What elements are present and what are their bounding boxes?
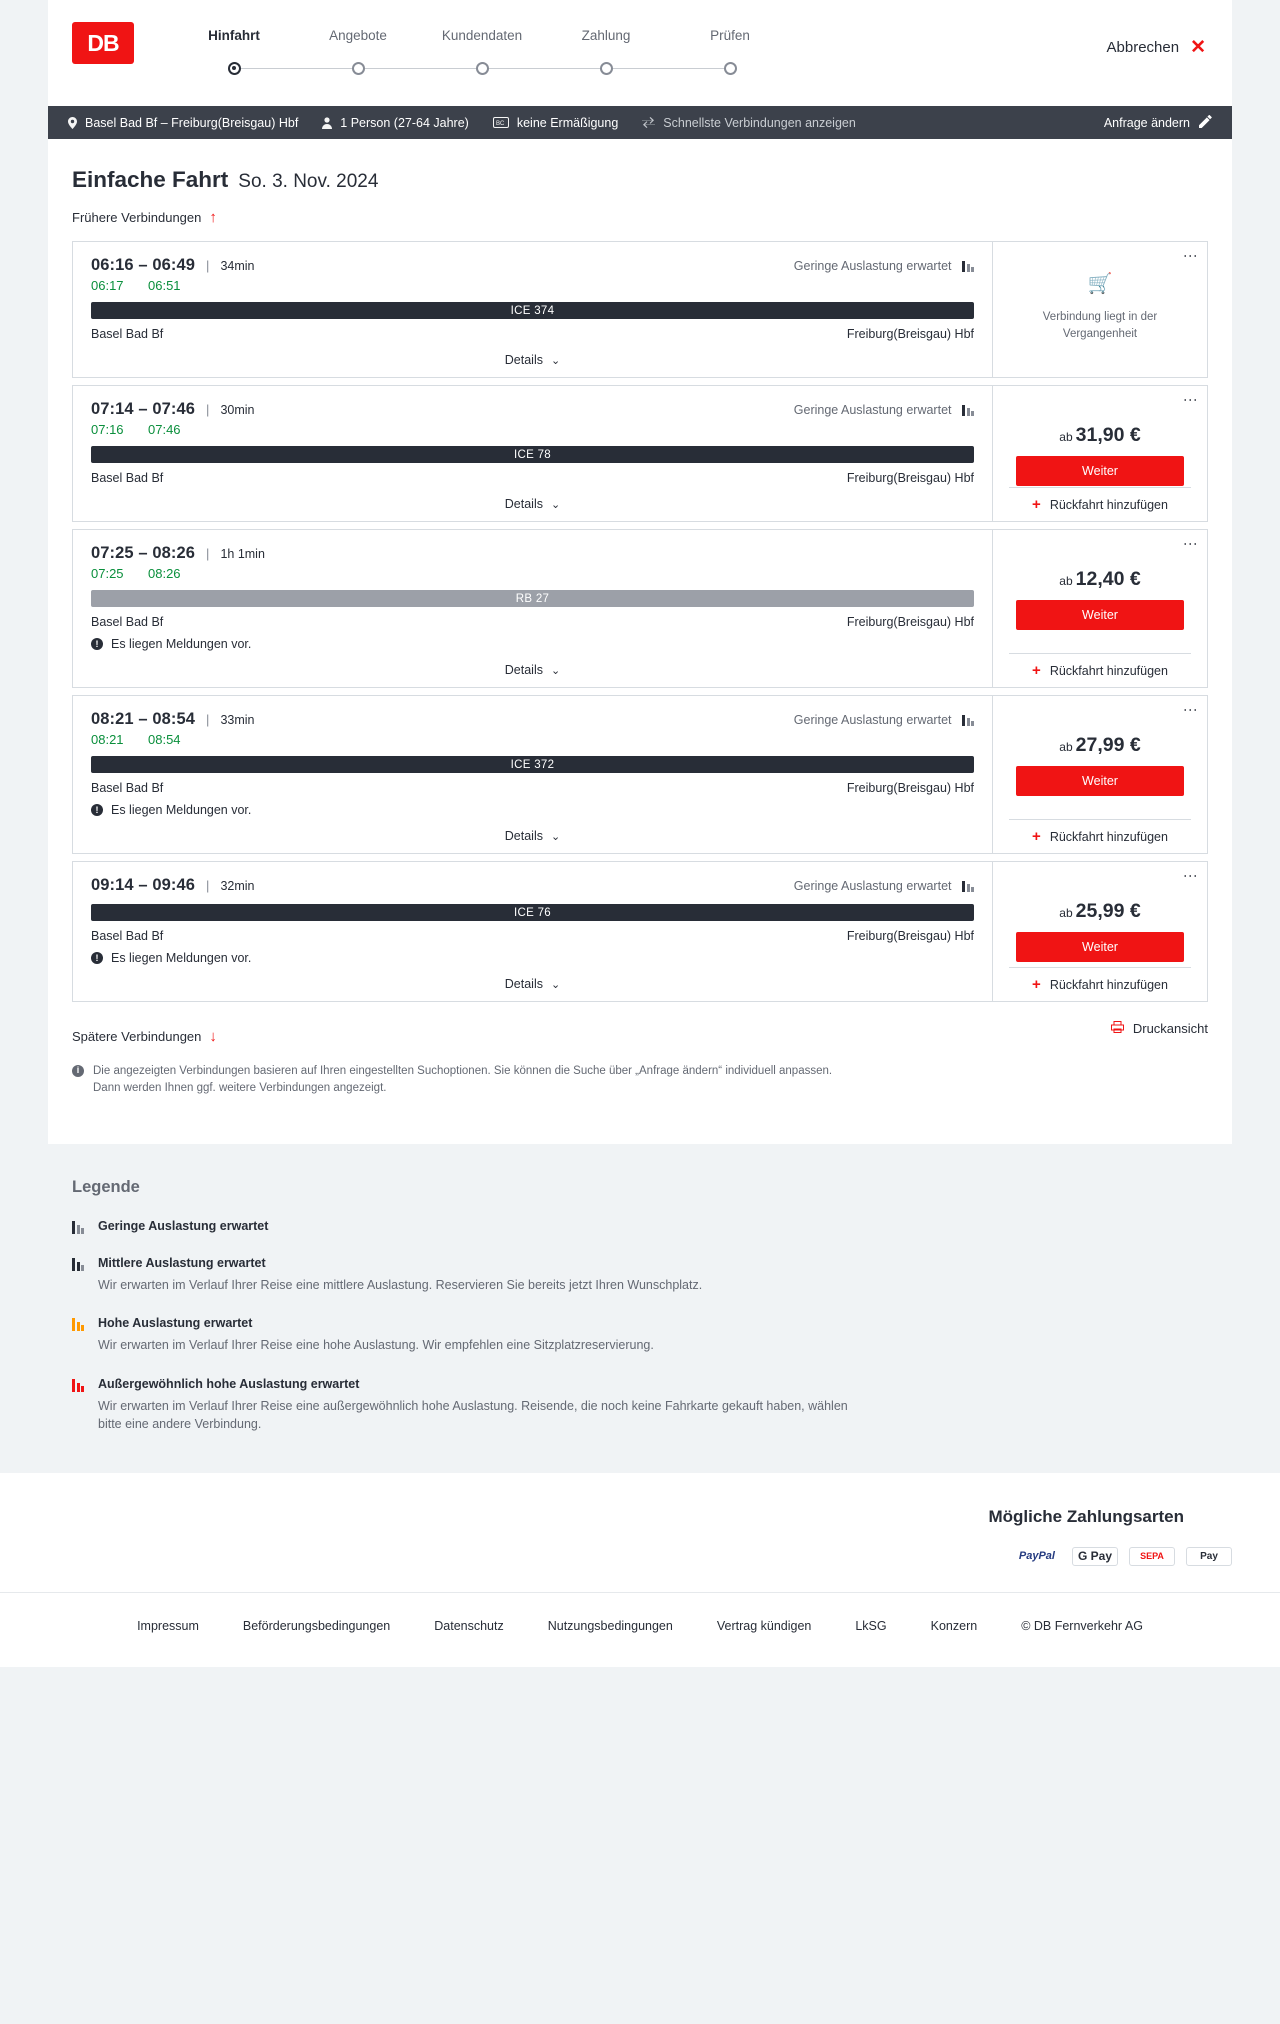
occupancy-bars-icon [961, 404, 975, 416]
divider: | [206, 402, 210, 417]
plus-icon: + [1032, 976, 1041, 993]
page-title-text: Einfache Fahrt [72, 167, 229, 192]
destination-station: Freiburg(Breisgau) Hbf [846, 615, 974, 629]
more-options-icon[interactable]: ⋮ [1183, 703, 1199, 718]
divider: | [206, 258, 210, 273]
origin-station: Basel Bad Bf [91, 327, 164, 341]
add-return-trip-label: Rückfahrt hinzufügen [1049, 829, 1168, 844]
legend-icon [72, 1377, 98, 1433]
price-value: 31,90 € [1075, 424, 1141, 446]
station-row [91, 327, 974, 341]
footer-link-datenschutz[interactable]: Datenschutz [434, 1618, 504, 1633]
connection-duration: 32min [220, 878, 255, 893]
payment-logo-gpay: G Pay [1072, 1547, 1118, 1566]
query-discount-label: keine Ermäßigung [516, 115, 619, 130]
legend-text [98, 1377, 858, 1433]
actual-times [91, 422, 974, 437]
occupancy-bars-icon [961, 880, 975, 892]
chevron-down-icon: ⌄ [551, 354, 561, 367]
details-label: Details [504, 977, 543, 991]
close-icon[interactable]: ✕ [1190, 37, 1206, 58]
stepper-dot-wrap [172, 53, 296, 83]
query-option-label: Schnellste Verbindungen anzeigen [663, 115, 856, 130]
add-return-trip-button[interactable] [1009, 967, 1191, 1001]
connection-message[interactable] [91, 803, 974, 817]
actual-arrival: 08:26 [148, 566, 181, 581]
stepper-item-4[interactable] [544, 28, 668, 83]
connection-time-range: 08:21 – 08:54 [91, 710, 196, 728]
connection-duration: 1h 1min [220, 546, 265, 561]
legend-item-title: Mittlere Auslastung erwartet [98, 1256, 266, 1271]
location-pin-icon [68, 117, 77, 129]
train-label: ICE 372 [510, 758, 555, 771]
occupancy-label: Geringe Auslastung erwartet [793, 258, 952, 273]
print-view-button[interactable] [1111, 1021, 1208, 1036]
price-prefix: ab [1059, 740, 1073, 754]
connection-duration: 33min [220, 712, 255, 727]
stepper-item-1[interactable] [172, 28, 296, 83]
train-label: ICE 374 [510, 304, 555, 317]
connection-message[interactable] [91, 951, 974, 965]
stepper-connector [482, 68, 606, 69]
checkout-stepper [172, 28, 792, 83]
connection-header [91, 710, 974, 729]
stepper-connector [234, 68, 358, 69]
price-prefix: ab [1059, 574, 1073, 588]
info-icon: i [72, 1065, 84, 1077]
payment-logo-paypal: PayPal [1013, 1547, 1061, 1566]
footer-link-bef-rderungsbedingungen[interactable]: Beförderungsbedingungen [242, 1618, 391, 1633]
stepper-dot [228, 62, 241, 75]
stepper-label: Kundendaten [441, 28, 523, 43]
page-title-date: So. 3. Nov. 2024 [238, 171, 379, 192]
person-icon [322, 117, 332, 129]
change-query-button[interactable] [1104, 115, 1212, 131]
train-label: ICE 76 [514, 906, 551, 919]
train-badge[interactable] [91, 302, 974, 319]
stepper-dot [352, 62, 365, 75]
stepper-dot [476, 62, 489, 75]
details-label: Details [504, 663, 543, 677]
chevron-down-icon: ⌄ [551, 498, 561, 511]
connection-message-label: Es liegen Meldungen vor. [111, 951, 252, 965]
price-block [1059, 424, 1140, 447]
legend-item-title: Außergewöhnlich hohe Auslastung erwartet [98, 1376, 360, 1391]
connection-card[interactable] [72, 861, 1208, 1002]
legend-item-title: Geringe Auslastung erwartet [98, 1219, 269, 1234]
legend-item [72, 1377, 1280, 1433]
add-return-trip-button[interactable] [1009, 487, 1191, 521]
legend-title: Legende [72, 1178, 140, 1197]
connection-message-label: Es liegen Meldungen vor. [111, 637, 252, 651]
legend-icon [72, 1256, 98, 1294]
divider: | [206, 878, 210, 893]
connection-details [73, 862, 992, 1001]
more-options-icon[interactable]: ⋮ [1183, 249, 1199, 264]
legend-item-desc: Wir erwarten im Verlauf Ihrer Reise eine außergewöhnlich hohe Auslastung. Reisende, die noch keine Fahrkarte gekauft haben, wählen bitte eine andere Verbindung. [98, 1398, 848, 1431]
occupancy-bars-icon [961, 714, 975, 726]
connection-time-range: 07:14 – 07:46 [91, 400, 196, 418]
connection-duration: 30min [220, 402, 255, 417]
results-main [48, 139, 1232, 1144]
occupancy-label: Geringe Auslastung erwartet [793, 402, 952, 417]
connection-header [91, 400, 974, 419]
query-route[interactable] [68, 116, 298, 130]
price-value: 25,99 € [1075, 900, 1141, 922]
query-passengers-label: 1 Person (27-64 Jahre) [340, 115, 469, 130]
station-row [91, 471, 974, 485]
connection-offer [992, 862, 1207, 1001]
later-connections-label: Spätere Verbindungen [72, 1029, 202, 1044]
legend-item-title: Hohe Auslastung erwartet [98, 1316, 253, 1331]
continue-button[interactable]: Weiter [1016, 766, 1184, 796]
actual-arrival: 07:46 [148, 422, 181, 437]
chevron-down-icon: ⌄ [551, 978, 561, 991]
connection-details [73, 386, 992, 521]
actual-times [91, 566, 974, 581]
occupancy-indicator [794, 403, 974, 417]
details-toggle[interactable] [91, 651, 974, 687]
cancel-button[interactable] [1107, 38, 1206, 57]
continue-button[interactable]: Weiter [1016, 600, 1184, 630]
query-discount[interactable] [493, 116, 618, 130]
warning-icon: ! [91, 952, 103, 964]
price-value: 27,99 € [1075, 734, 1141, 756]
connection-card[interactable] [72, 241, 1208, 378]
train-badge[interactable] [91, 904, 974, 921]
add-return-trip-label: Rückfahrt hinzufügen [1049, 497, 1168, 512]
train-badge[interactable] [91, 590, 974, 607]
add-return-trip-button[interactable] [1009, 653, 1191, 687]
actual-departure: 07:25 [91, 566, 124, 581]
footer-link-konzern[interactable]: Konzern [930, 1618, 978, 1633]
stepper-connector [358, 68, 482, 69]
stepper-dot [724, 62, 737, 75]
connection-header [91, 544, 974, 563]
details-label: Details [504, 353, 543, 367]
actual-departure: 06:17 [91, 278, 124, 293]
connection-card[interactable] [72, 529, 1208, 688]
legend-item-desc: Wir erwarten im Verlauf Ihrer Reise eine mittlere Auslastung. Reservieren Sie bereits jetzt Ihren Wunschplatz. [98, 1278, 703, 1293]
plus-icon: + [1032, 496, 1041, 513]
price-prefix: ab [1059, 906, 1073, 920]
actual-times [91, 732, 974, 747]
payment-logos [0, 1547, 1280, 1566]
destination-station: Freiburg(Breisgau) Hbf [846, 929, 974, 943]
chevron-down-icon: ⌄ [551, 664, 561, 677]
plus-icon: + [1032, 662, 1041, 679]
query-passengers[interactable] [322, 116, 469, 130]
payment-logo-sepa: SEPA [1129, 1547, 1175, 1566]
earlier-connections-label: Frühere Verbindungen [72, 210, 202, 225]
occupancy-label: Geringe Auslastung erwartet [793, 712, 952, 727]
stepper-dot [600, 62, 613, 75]
train-badge[interactable] [91, 756, 974, 773]
add-return-trip-label: Rückfahrt hinzufügen [1049, 663, 1168, 678]
connection-card[interactable] [72, 385, 1208, 522]
details-label: Details [504, 829, 543, 843]
legend-item [72, 1316, 1280, 1354]
connection-card[interactable] [72, 695, 1208, 854]
change-query-label: Anfrage ändern [1103, 115, 1190, 130]
footer-links [0, 1592, 1280, 1667]
occupancy-indicator [794, 713, 974, 727]
connection-message[interactable] [91, 637, 974, 651]
more-options-icon[interactable]: ⋮ [1183, 869, 1199, 884]
station-row [91, 781, 974, 795]
add-return-trip-button[interactable] [1009, 819, 1191, 853]
page-title [72, 167, 1232, 193]
actual-times [91, 278, 974, 293]
db-logo[interactable]: DB [72, 22, 134, 64]
actual-arrival: 08:54 [148, 732, 181, 747]
station-row [91, 929, 974, 943]
cancel-label: Abbrechen [1106, 39, 1180, 56]
connection-time-range: 06:16 – 06:49 [91, 256, 196, 274]
connection-time-range: 07:25 – 08:26 [91, 544, 196, 562]
destination-station: Freiburg(Breisgau) Hbf [846, 471, 974, 485]
origin-station: Basel Bad Bf [91, 781, 164, 795]
connection-time-range: 09:14 – 09:46 [91, 876, 196, 894]
destination-station: Freiburg(Breisgau) Hbf [846, 327, 974, 341]
connection-details [73, 696, 992, 853]
occupancy-icon-high [72, 1318, 86, 1331]
swap-arrows-icon [642, 117, 655, 128]
more-options-icon[interactable]: ⋮ [1183, 393, 1199, 408]
occupancy-indicator [794, 879, 974, 893]
legend-item [72, 1256, 1280, 1294]
occupancy-icon-veryhigh [72, 1379, 86, 1392]
search-info-text: Die angezeigten Verbindungen basieren auf Ihren eingestellten Suchoptionen. Sie können die Suche über „Anfrage ändern“ individuell anpassen. Dann werden Ihnen ggf. weitere Verbindungen angezeigt. [93, 1065, 833, 1094]
shopping-cart-icon: 🛒 [1087, 273, 1113, 295]
add-return-trip-label: Rückfahrt hinzufügen [1049, 977, 1168, 992]
price-block [1059, 900, 1140, 923]
footer-link-lksg[interactable]: LkSG [855, 1618, 887, 1633]
connection-duration: 34min [220, 258, 255, 273]
details-toggle[interactable] [91, 485, 974, 521]
header [48, 0, 1232, 106]
stepper-label: Zahlung [581, 28, 631, 43]
bahncard-icon [493, 117, 509, 128]
continue-button[interactable]: Weiter [1016, 932, 1184, 962]
details-toggle[interactable] [91, 341, 974, 377]
arrow-down-icon: ↓ [209, 1028, 217, 1045]
stepper-label: Angebote [329, 28, 387, 43]
connection-details [73, 242, 992, 377]
connection-details [73, 530, 992, 687]
price-block [1059, 568, 1140, 591]
actual-arrival: 06:51 [148, 278, 181, 293]
occupancy-bars-icon [961, 260, 975, 272]
connection-offer [992, 696, 1207, 853]
more-options-icon[interactable]: ⋮ [1183, 537, 1199, 552]
pencil-icon[interactable] [1199, 115, 1212, 131]
connection-list [72, 241, 1208, 1002]
stepper-label: Hinfahrt [208, 28, 260, 43]
query-route-label: Basel Bad Bf – Freiburg(Breisgau) Hbf [85, 115, 299, 130]
results-footer-row [72, 1012, 1208, 1045]
actual-departure: 07:16 [91, 422, 124, 437]
legend-section [0, 1144, 1280, 1473]
train-label: RB 27 [515, 592, 550, 605]
train-badge[interactable] [91, 446, 974, 463]
actual-departure: 08:21 [91, 732, 124, 747]
later-connections-button[interactable] [72, 1028, 217, 1045]
occupancy-icon-level2 [72, 1258, 86, 1271]
origin-station: Basel Bad Bf [91, 929, 164, 943]
connection-message-label: Es liegen Meldungen vor. [111, 803, 252, 817]
price-block [1059, 734, 1140, 757]
warning-icon: ! [91, 804, 103, 816]
payments-section [0, 1473, 1280, 1592]
print-view-label: Druckansicht [1132, 1021, 1208, 1036]
legend-text [98, 1256, 702, 1294]
connection-offer [992, 242, 1207, 377]
copyright: © DB Fernverkehr AG [1021, 1618, 1143, 1633]
warning-icon: ! [91, 638, 103, 650]
legend-icon [72, 1316, 98, 1354]
price-prefix: ab [1059, 430, 1073, 444]
connection-offer [992, 386, 1207, 521]
payments-title: Mögliche Zahlungsarten [988, 1506, 1184, 1526]
connection-header [91, 876, 974, 895]
details-toggle[interactable] [91, 817, 974, 853]
connection-header [91, 256, 974, 275]
origin-station: Basel Bad Bf [91, 471, 164, 485]
footer-link-nutzungsbedingungen[interactable]: Nutzungsbedingungen [547, 1618, 673, 1633]
stepper-connector [606, 68, 730, 69]
legend-item [72, 1219, 1280, 1234]
occupancy-indicator [794, 259, 974, 273]
price-value: 12,40 € [1075, 568, 1141, 590]
past-connection-label: Verbindung liegt in der Vergangenheit [1042, 311, 1158, 340]
footer-link-vertrag-k-ndigen[interactable]: Vertrag kündigen [716, 1618, 812, 1633]
destination-station: Freiburg(Breisgau) Hbf [846, 781, 974, 795]
legend-text [98, 1316, 654, 1354]
search-info-note [72, 1063, 862, 1096]
legend-items [0, 1219, 1280, 1433]
printer-icon [1111, 1021, 1124, 1036]
details-toggle[interactable] [91, 965, 974, 1001]
stepper-item-5[interactable] [668, 28, 792, 83]
plus-icon: + [1032, 828, 1041, 845]
station-row [91, 615, 974, 629]
details-label: Details [504, 497, 543, 511]
stepper-item-3[interactable] [420, 28, 544, 83]
origin-station: Basel Bad Bf [91, 615, 164, 629]
stepper-item-2[interactable] [296, 28, 420, 83]
divider: | [206, 712, 210, 727]
legend-item-desc: Wir erwarten im Verlauf Ihrer Reise eine hohe Auslastung. Wir empfehlen eine Sitzplatzreservierung. [98, 1338, 654, 1353]
legend-text [98, 1219, 268, 1234]
occupancy-label: Geringe Auslastung erwartet [793, 878, 952, 893]
continue-button[interactable]: Weiter [1016, 456, 1184, 486]
train-label: ICE 78 [514, 448, 551, 461]
divider: | [206, 546, 210, 561]
query-summary-bar [48, 106, 1232, 139]
earlier-connections-button[interactable] [72, 209, 217, 226]
footer-link-impressum[interactable]: Impressum [137, 1618, 199, 1633]
connection-offer [992, 530, 1207, 687]
chevron-down-icon: ⌄ [551, 830, 561, 843]
arrow-up-icon: ↑ [209, 209, 217, 226]
past-connection-note [1009, 270, 1191, 342]
legend-icon [72, 1219, 98, 1234]
payment-logo-pay: Pay [1186, 1547, 1232, 1566]
query-option[interactable] [642, 116, 856, 130]
occupancy-icon-level1 [72, 1221, 86, 1234]
svg-text:BC: BC [495, 121, 505, 127]
stepper-label: Prüfen [710, 28, 750, 43]
